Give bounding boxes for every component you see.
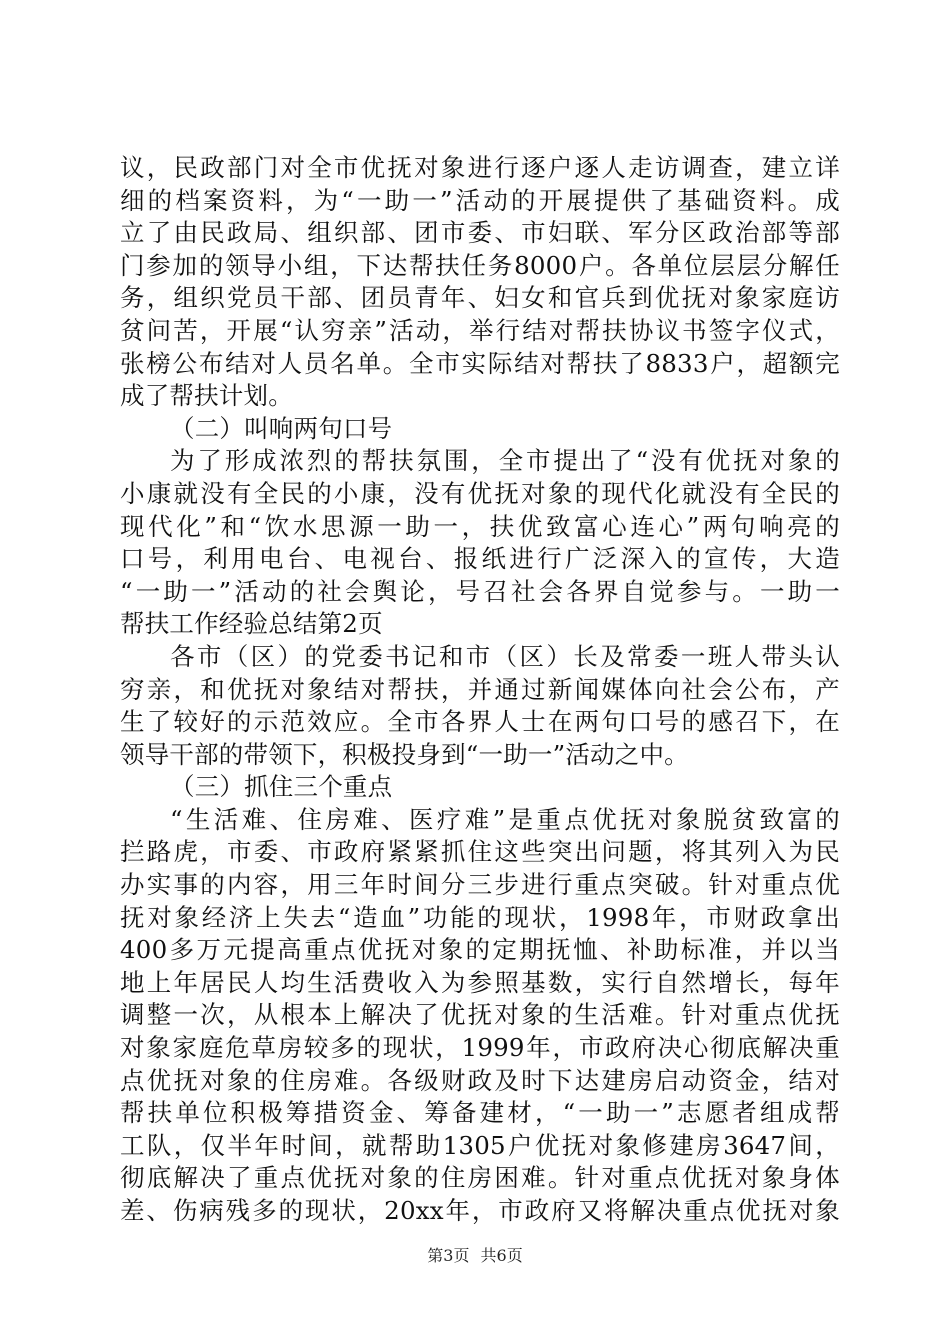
text-line: 办实事的内容，用三年时间分三步进行重点突破。针对重点优: [120, 870, 840, 900]
text-line: 成了帮扶计划。: [120, 381, 293, 411]
text-line: 工队，仅半年时间，就帮助1305户优抚对象修建房3647间，: [120, 1130, 840, 1160]
text-line: 张榜公布结对人员名单。全市实际结对帮扶了8833户，超额完: [120, 348, 840, 378]
document-body: [120, 152, 840, 1228]
text-line: 细的档案资料，为“一助一”活动的开展提供了基础资料。成: [120, 185, 840, 215]
text-line: 各市（区）的党委书记和市（区）长及常委一班人带头认: [170, 641, 840, 671]
text-line: 口号，利用电台、电视台、报纸进行广泛深入的宣传，大造: [120, 544, 840, 574]
page-footer: [0, 1246, 950, 1266]
text-line: 差、伤病残多的现状，20xx年，市政府又将解决重点优抚对象: [120, 1196, 840, 1225]
text-line: 贫问苦，开展“认穷亲”活动，举行结对帮扶协议书签字仪式，: [120, 315, 840, 345]
text-line: （三）抓住三个重点: [170, 772, 393, 802]
page-number: 第3页: [427, 1246, 470, 1265]
text-line: 帮扶单位积极筹措资金、筹备建材，“一助一”志愿者组成帮: [120, 1098, 840, 1128]
text-line: 调整一次，从根本上解决了优抚对象的生活难。针对重点优抚: [120, 1000, 840, 1030]
text-line: 议，民政部门对全市优抚对象进行逐户逐人走访调查，建立详: [120, 153, 840, 182]
text-line: 穷亲，和优抚对象结对帮扶，并通过新闻媒体向社会公布，产: [120, 674, 840, 704]
text-line: 生了较好的示范效应。全市各界人士在两句口号的感召下，在: [120, 707, 840, 737]
text-line: 点优抚对象的住房难。各级财政及时下达建房启动资金，结对: [120, 1065, 840, 1095]
text-line: 现代化”和“饮水思源一助一，扶优致富心连心”两句响亮的: [120, 511, 840, 541]
text-line: 为了形成浓烈的帮扶氛围，全市提出了“没有优抚对象的: [170, 446, 840, 476]
text-line: 立了由民政局、组织部、团市委、市妇联、军分区政治部等部: [120, 218, 840, 248]
text-line: 帮扶工作经验总结第2页: [120, 609, 383, 639]
page-total: 共6页: [480, 1246, 523, 1265]
text-line: 拦路虎，市委、市政府紧紧抓住这些突出问题，将其列入为民: [120, 837, 840, 867]
text-line: 务，组织党员干部、团员青年、妇女和官兵到优抚对象家庭访: [120, 283, 840, 313]
text-line: “一助一”活动的社会舆论，号召社会各界自觉参与。一助一: [120, 576, 840, 606]
text-line: 地上年居民人均生活费收入为参照基数，实行自然增长，每年: [120, 967, 840, 997]
text-line: 400多万元提高重点优抚对象的定期抚恤、补助标准，并以当: [120, 935, 840, 965]
text-line: 抚对象经济上失去“造血”功能的现状，1998年，市财政拿出: [120, 902, 840, 932]
text-line: 领导干部的带领下，积极投身到“一助一”活动之中。: [120, 739, 689, 769]
text-line: 门参加的领导小组，下达帮扶任务8000户。各单位层层分解任: [120, 250, 840, 280]
text-line: “生活难、住房难、医疗难”是重点优抚对象脱贫致富的: [170, 804, 840, 834]
text-line: （二）叫响两句口号: [170, 413, 393, 443]
text-line: 小康就没有全民的小康，没有优抚对象的现代化就没有全民的: [120, 478, 840, 508]
text-line: 彻底解决了重点优抚对象的住房困难。针对重点优抚对象身体: [120, 1163, 840, 1193]
text-line: 对象家庭危草房较多的现状，1999年，市政府决心彻底解决重: [120, 1033, 840, 1063]
